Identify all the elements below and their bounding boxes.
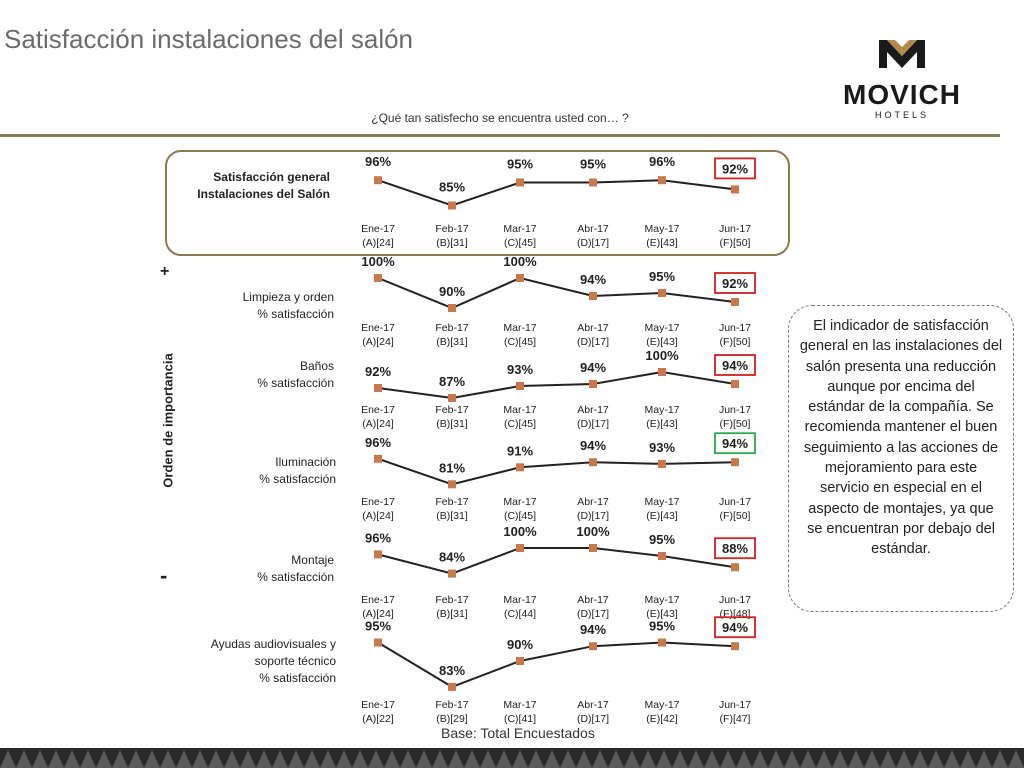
base-label: (C)[45] xyxy=(503,336,537,348)
data-label: 90% xyxy=(438,284,466,299)
category-label: Mar-17 xyxy=(503,223,537,235)
data-label: 96% xyxy=(364,530,392,546)
category-label: Abr-17 xyxy=(577,404,609,416)
category-label: Mar-17 xyxy=(503,594,537,606)
category-label: Mar-17 xyxy=(503,404,537,416)
base-label: (F)[48] xyxy=(719,608,751,620)
base-note: Base: Total Encuestados xyxy=(441,725,595,741)
series-line xyxy=(378,459,735,485)
importance-axis-label: Orden de importancia xyxy=(160,353,176,488)
data-point xyxy=(374,550,382,558)
data-label: 85% xyxy=(438,179,466,195)
insight-note: El indicador de satisfacción general en las instalaciones del salón presenta una reducción aunque por encima del estándar de la compañía. Se recomienda mantener el buen seguimiento a las acciones de mejoramiento para este servicio en especial en el aspecto de montajes, ya que se encuentran por debajo del estándar. xyxy=(788,305,1014,612)
data-point xyxy=(448,683,456,691)
data-point xyxy=(731,298,739,306)
data-point xyxy=(731,642,739,650)
row-label-line: Satisfacción general xyxy=(213,170,330,184)
page-title: Satisfacción instalaciones del salón xyxy=(4,24,414,54)
data-point xyxy=(658,552,666,560)
series-line xyxy=(378,180,735,205)
data-point xyxy=(448,570,456,578)
data-label: 83% xyxy=(438,662,466,678)
row-label-line: % satisfacción xyxy=(257,307,334,321)
category-label: Ene-17 xyxy=(361,404,395,416)
base-label: (F)[50] xyxy=(719,510,751,522)
row-label-line: % satisfacción xyxy=(257,376,334,390)
base-label: (C)[41] xyxy=(503,713,537,725)
data-label: 95% xyxy=(648,269,676,284)
category-label: Abr-17 xyxy=(577,322,609,334)
series-line xyxy=(378,278,735,308)
data-label: 94% xyxy=(721,358,749,373)
category-label: Jun-17 xyxy=(718,223,752,235)
base-label: (D)[17] xyxy=(576,608,610,620)
category-label: May-17 xyxy=(644,322,680,334)
base-label: (E)[43] xyxy=(646,336,678,348)
data-point xyxy=(374,384,382,392)
base-label: (B)[31] xyxy=(436,608,468,620)
data-point xyxy=(589,380,597,388)
data-point xyxy=(589,544,597,552)
data-label: 88% xyxy=(721,541,749,557)
data-label: 94% xyxy=(579,272,607,287)
series-line xyxy=(378,548,735,574)
base-label: (E)[43] xyxy=(646,237,678,249)
base-label: (B)[31] xyxy=(436,510,468,522)
data-point xyxy=(448,304,456,312)
row-label-line: Iluminación xyxy=(275,455,336,469)
category-label: Feb-17 xyxy=(435,322,469,334)
category-label: Feb-17 xyxy=(435,404,469,416)
category-label: Abr-17 xyxy=(577,223,609,235)
category-label: May-17 xyxy=(644,496,680,508)
data-label: 95% xyxy=(506,156,534,172)
data-label: 90% xyxy=(506,637,534,652)
data-point xyxy=(374,639,382,647)
data-label: 94% xyxy=(721,620,749,636)
category-label: May-17 xyxy=(644,404,680,416)
data-point xyxy=(589,179,597,187)
category-label: Abr-17 xyxy=(577,496,609,508)
base-label: (A)[24] xyxy=(362,608,394,620)
importance-minus: - xyxy=(160,563,168,588)
data-label: 91% xyxy=(506,443,534,459)
data-label: 100% xyxy=(645,348,679,363)
row-label-line: % satisfacción xyxy=(257,570,334,584)
data-label: 96% xyxy=(364,154,392,170)
base-label: (D)[17] xyxy=(576,336,610,348)
category-label: Mar-17 xyxy=(503,496,537,508)
category-label: Abr-17 xyxy=(577,594,609,606)
data-point xyxy=(516,657,524,665)
data-point xyxy=(448,394,456,402)
base-label: (F)[47] xyxy=(719,713,751,725)
row-label-line: Baños xyxy=(299,359,334,373)
data-label: 94% xyxy=(579,622,607,638)
category-label: Ene-17 xyxy=(361,594,395,606)
category-label: Jun-17 xyxy=(718,594,752,606)
base-label: (A)[24] xyxy=(362,237,394,249)
category-label: Ene-17 xyxy=(361,322,395,334)
base-label: (C)[45] xyxy=(503,418,537,430)
data-label: 95% xyxy=(648,618,676,634)
data-label: 92% xyxy=(721,161,749,177)
data-point xyxy=(516,544,524,552)
base-label: (B)[31] xyxy=(436,336,468,348)
row-label-line: Montaje xyxy=(291,553,334,567)
series-line xyxy=(378,372,735,398)
data-label: 94% xyxy=(721,436,749,452)
category-label: May-17 xyxy=(644,699,680,711)
data-label: 95% xyxy=(648,532,676,547)
category-label: Ene-17 xyxy=(361,223,395,235)
row-label-line: Ayudas audiovisuales y xyxy=(210,637,336,651)
category-label: Mar-17 xyxy=(503,699,537,711)
category-label: Abr-17 xyxy=(577,699,609,711)
data-point xyxy=(658,639,666,647)
base-label: (E)[43] xyxy=(646,418,678,430)
base-label: (A)[24] xyxy=(362,336,394,348)
data-point xyxy=(448,480,456,488)
category-label: Mar-17 xyxy=(503,322,537,334)
data-point xyxy=(658,289,666,297)
base-label: (C)[45] xyxy=(503,510,537,522)
data-label: 94% xyxy=(579,438,607,454)
data-label: 96% xyxy=(648,154,676,170)
data-label: 100% xyxy=(576,524,610,539)
row-label-line: % satisfacción xyxy=(259,671,336,685)
category-label: Feb-17 xyxy=(435,699,469,711)
category-label: Feb-17 xyxy=(435,223,469,235)
category-label: May-17 xyxy=(644,223,680,235)
base-label: (D)[17] xyxy=(576,237,610,249)
base-label: (F)[50] xyxy=(719,336,751,348)
category-label: Ene-17 xyxy=(361,496,395,508)
base-label: (B)[31] xyxy=(436,418,468,430)
data-point xyxy=(589,292,597,300)
data-label: 100% xyxy=(361,254,395,269)
base-label: (D)[17] xyxy=(576,713,610,725)
row-label-line: Instalaciones del Salón xyxy=(197,187,330,201)
base-label: (A)[24] xyxy=(362,418,394,430)
data-point xyxy=(516,463,524,471)
logo-sub: HOTELS xyxy=(874,110,930,120)
data-label: 92% xyxy=(721,276,749,291)
category-label: Jun-17 xyxy=(718,322,752,334)
data-point xyxy=(731,185,739,193)
data-label: 100% xyxy=(503,524,537,539)
logo-name: MOVICH xyxy=(843,79,961,110)
data-label: 87% xyxy=(438,374,466,389)
data-label: 93% xyxy=(648,439,676,455)
base-label: (C)[44] xyxy=(503,608,537,620)
category-label: Ene-17 xyxy=(361,699,395,711)
data-point xyxy=(589,642,597,650)
data-label: 100% xyxy=(503,254,537,269)
category-label: Feb-17 xyxy=(435,496,469,508)
data-point xyxy=(516,179,524,187)
data-point xyxy=(658,368,666,376)
data-label: 94% xyxy=(579,360,607,375)
category-label: Jun-17 xyxy=(718,699,752,711)
data-point xyxy=(448,202,456,210)
base-label: (C)[45] xyxy=(503,237,537,249)
row-label-line: % satisfacción xyxy=(259,472,336,486)
base-label: (B)[31] xyxy=(436,237,468,249)
base-label: (B)[29] xyxy=(436,713,468,725)
data-point xyxy=(374,176,382,184)
data-label: 84% xyxy=(438,549,466,565)
data-point xyxy=(589,458,597,466)
data-point xyxy=(731,563,739,571)
base-label: (F)[50] xyxy=(719,237,751,249)
category-label: Jun-17 xyxy=(718,496,752,508)
data-point xyxy=(516,274,524,282)
base-label: (D)[17] xyxy=(576,510,610,522)
data-label: 95% xyxy=(364,618,392,634)
base-label: (F)[50] xyxy=(719,418,751,430)
data-label: 81% xyxy=(438,460,466,476)
data-point xyxy=(731,380,739,388)
series-line xyxy=(378,643,735,687)
base-label: (E)[43] xyxy=(646,608,678,620)
base-label: (D)[17] xyxy=(576,418,610,430)
data-point xyxy=(658,176,666,184)
category-label: May-17 xyxy=(644,594,680,606)
data-point xyxy=(374,455,382,463)
data-point xyxy=(658,460,666,468)
importance-plus: + xyxy=(160,263,170,280)
row-label-line: soporte técnico xyxy=(254,654,336,668)
base-label: (A)[22] xyxy=(362,713,394,725)
data-label: 95% xyxy=(579,156,607,172)
base-label: (E)[43] xyxy=(646,510,678,522)
category-label: Feb-17 xyxy=(435,594,469,606)
row-label-line: Limpieza y orden xyxy=(242,290,334,304)
data-point xyxy=(516,382,524,390)
base-label: (A)[24] xyxy=(362,510,394,522)
survey-question: ¿Qué tan satisfecho se encuentra usted con… ? xyxy=(371,111,629,125)
base-label: (E)[42] xyxy=(646,713,678,725)
data-point xyxy=(374,274,382,282)
data-point xyxy=(731,458,739,466)
data-label: 96% xyxy=(364,434,392,450)
data-label: 92% xyxy=(364,364,392,379)
data-label: 93% xyxy=(506,362,534,377)
category-label: Jun-17 xyxy=(718,404,752,416)
decorative-band xyxy=(0,748,1024,768)
